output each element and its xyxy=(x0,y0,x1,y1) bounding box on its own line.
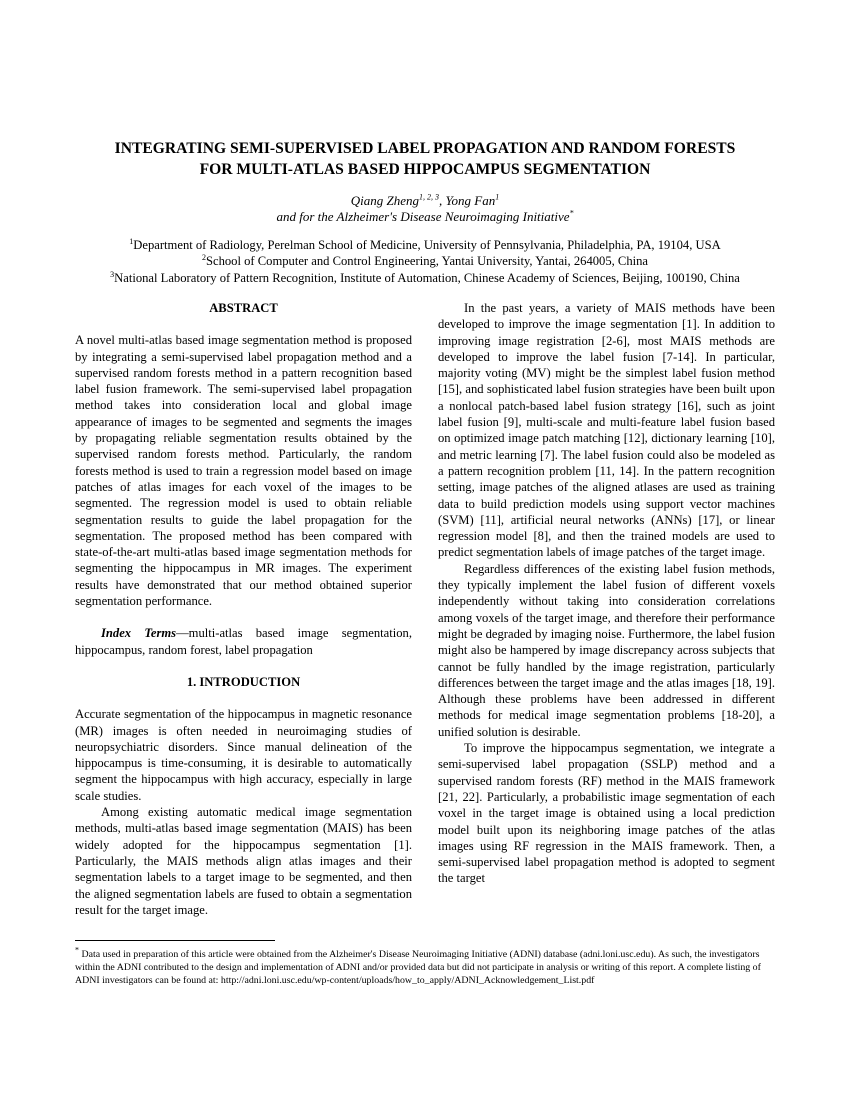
title-line-1: INTEGRATING SEMI-SUPERVISED LABEL PROPAGATION AND RANDOM FORESTS xyxy=(114,140,736,157)
author-2-name: Yong Fan xyxy=(445,193,496,208)
paper-title xyxy=(40,138,810,180)
author-2-affil-marks: 1 xyxy=(495,192,500,202)
index-terms-dash: — xyxy=(176,626,189,641)
author-1-name: Qiang Zheng xyxy=(350,193,419,208)
affiliation-1 xyxy=(30,237,820,253)
affiliation-2-text: School of Computer and Control Engineering, Yantai University, Yantai, 264005, China xyxy=(205,254,649,269)
spacer xyxy=(75,609,412,625)
affiliation-3-mark: 3 xyxy=(110,269,115,279)
affiliations xyxy=(30,237,820,286)
intro-paragraph-3: In the past years, a variety of MAIS methods have been developed to improve the image segmentation [1]. In addition to improving image registration [2-6], most MAIS methods are developed to improve the label fusion [7-14]. In particular, majority voting (MV) might be the simplest label fusion method [15], and sophisticated label fusion strategies have been built upon a nonlocal patch-based label fusion strategy [16], such as joint label fusion [9], multi-scale and multi-feature label fusion based on optimized image patch matching [12], dictionary learning [10], and metric learning [7]. The label fusion could also be modeled as a pattern recognition problem [11, 14]. In the pattern recognition setting, image patches of the aligned atlases are used as training data to build prediction models using support vector machines (SVM) [11], artificial neural networks (ANNs) [17], or linear regression model [8], and then the trained models are used to predict segmentation labels of image patches of the target image. xyxy=(438,301,775,560)
initiative-footnote-mark: * xyxy=(569,208,574,218)
abstract-body: A novel multi-atlas based image segmentation method is proposed by integrating a semi-supervised label propagation method and a supervised random forests method in a pattern recognition based label fusion framework. The semi-supervised label propagation method takes into consideration local and global image appearance of images to be segmented and segments the images by propagating reliable segmentation results obtained by the supervised random forests method. Particularly, the random forests method is used to train a regression model based on image patches of atlas images for each voxel of the images to be segmented. The regression model is used to obtain reliable segmentation results to guide the label propagation for the segmentation. The proposed method has been compared with state-of-the-art multi-atlas based image segmentation methods for segmenting the hippocampus in MR images. The experiment results have demonstrated that our method obtained superior segmentation performance. xyxy=(75,333,412,609)
index-terms-body: multi-atlas based image segmentation, hippocampus, random forest, label propagation xyxy=(75,626,412,657)
affiliation-1-text: Department of Radiology, Perelman School of Medicine, University of Pennsylvania, Philadelphia, PA, 19104, USA xyxy=(133,238,721,252)
title-line-2: FOR MULTI-ATLAS BASED HIPPOCAMPUS SEGMENTATION xyxy=(199,161,651,178)
footnote xyxy=(75,945,775,987)
initiative-text: and for the Alzheimer's Disease Neuroimaging Initiative xyxy=(276,209,570,224)
affiliation-2-mark: 2 xyxy=(201,253,206,263)
right-column xyxy=(438,300,775,887)
footnote-text: Data used in preparation of this article were obtained from the Alzheimer's Disease Neuroimaging Initiative (ADNI) database (adni.loni.usc.edu). As such, the investigators within the ADNI contributed to the design and implementation of ADNI and/or provided data but did not participate in analysis or writing of this report. A complete listing of ADNI investigators can be found at: http://adni.loni.usc.edu/wp-content/uploads/how_to_apply/ADNI_Acknowledgement_List.pdf xyxy=(75,949,761,986)
introduction-heading: 1. INTRODUCTION xyxy=(186,674,301,689)
intro-paragraph-1: Accurate segmentation of the hippocampus in magnetic resonance (MR) images is often needed in neuroimaging studies of neuropsychiatric disorders. Since manual delineation of the hippocampus is time-consuming, it is desirable to automatically segment the hippocampus with high accuracy, especially in large scale studies. xyxy=(75,707,412,803)
left-column xyxy=(75,300,412,918)
affiliation-3-text: National Laboratory of Pattern Recognition, Institute of Automation, Chinese Academy of Sciences, Beijing, 100190, China xyxy=(114,270,740,285)
author-1-affil-marks: 1, 2, 3 xyxy=(419,192,439,202)
spacer xyxy=(75,658,412,674)
author-block xyxy=(40,193,810,225)
footnote-rule xyxy=(75,940,275,941)
intro-paragraph-2: Among existing automatic medical image segmentation methods, multi-atlas based image segmentation (MAIS) has been widely adopted for the hippocampus segmentation [1]. Particularly, the MAIS methods align atlas images and their segmentation labels to a target image to be segmented, and then the aligned segmentation labels are fused to obtain a segmentation result for the target image. xyxy=(75,805,412,917)
intro-paragraph-5: To improve the hippocampus segmentation, we integrate a semi-supervised label propagation (SSLP) method and a supervised random forests (RF) method in the MAIS framework [21, 22]. Particularly, a probabilistic image segmentation of each voxel in the target image is obtained using a local prediction model built upon its neighboring image patches of the atlas images using RF regression in the MAIS framework. Then, a semi-supervised label propagation method is adopted to segment the target xyxy=(438,741,775,886)
intro-paragraph-4: Regardless differences of the existing label fusion methods, they typically implement the label fusion of different voxels independently without taking into consideration correlations among voxels of the target image, and therefore their performance might be degraded by imaging noise. Furthermore, the label fusion might also be hampered by image discrepancy across subjects that cannot be fully handled by the image registration, particularly differences between the target image and the atlas images [18, 19]. Although these problems have been addressed in different methods for medical image segmentation problems [18-20], a unified solution is desirable. xyxy=(438,561,775,739)
author-line xyxy=(40,193,810,209)
abstract-heading: ABSTRACT xyxy=(209,301,278,315)
index-terms-lead: Index Terms xyxy=(101,626,177,641)
footnote-mark: * xyxy=(75,945,79,955)
affiliation-2 xyxy=(30,253,820,269)
affiliation-3 xyxy=(30,270,820,286)
index-terms xyxy=(75,625,412,658)
affiliation-1-mark: 1 xyxy=(129,236,134,246)
initiative-line xyxy=(40,209,810,225)
author-separator: , xyxy=(439,193,446,208)
